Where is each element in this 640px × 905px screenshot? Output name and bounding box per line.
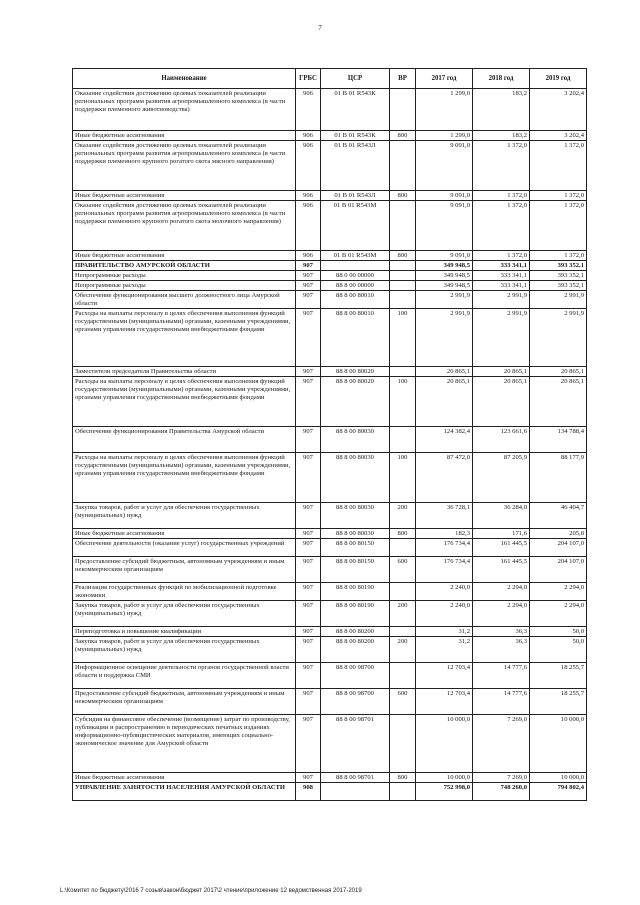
cell-grbs: 907 — [296, 529, 321, 539]
cell-vr: 800 — [390, 191, 416, 201]
cell-grbs: 907 — [296, 271, 321, 281]
cell-2019: 2 294,0 — [530, 583, 587, 601]
cell-grbs: 907 — [296, 557, 321, 583]
table-body — [73, 89, 587, 801]
cell-csr: 88 8 00 80020 — [321, 377, 390, 427]
table-row — [73, 503, 587, 529]
table-row — [73, 281, 587, 291]
table-row — [73, 291, 587, 309]
cell-csr: 01 В 01 R543К — [321, 131, 390, 141]
cell-name: Обеспечение функционирования высшего должностного лица Амурской области — [73, 291, 296, 309]
cell-name: Непрограммные расходы — [73, 281, 296, 291]
cell-2017: 1 299,0 — [416, 89, 473, 131]
header-csr: ЦСР — [321, 69, 390, 89]
budget-table — [72, 68, 587, 801]
cell-2017: 9 091,0 — [416, 251, 473, 261]
cell-name: Закупка товаров, работ и услуг для обеспечения государственных (муниципальных) нужд — [73, 601, 296, 627]
cell-2018: 333 341,1 — [473, 261, 530, 271]
cell-vr: 100 — [390, 453, 416, 503]
cell-vr: 600 — [390, 689, 416, 715]
table-row — [73, 191, 587, 201]
table-row — [73, 529, 587, 539]
cell-vr: 800 — [390, 251, 416, 261]
cell-name: Заместители председателя Правительства области — [73, 367, 296, 377]
cell-2019: 18 255,7 — [530, 663, 587, 689]
cell-2018: 2 294,0 — [473, 583, 530, 601]
cell-grbs: 907 — [296, 689, 321, 715]
cell-csr: 88 8 00 98700 — [321, 663, 390, 689]
cell-2017: 36 728,1 — [416, 503, 473, 529]
cell-name: ПРАВИТЕЛЬСТВО АМУРСКОЙ ОБЛАСТИ — [73, 261, 296, 271]
cell-vr: 800 — [390, 131, 416, 141]
cell-grbs: 907 — [296, 377, 321, 427]
cell-grbs: 907 — [296, 427, 321, 453]
cell-name: Иные бюджетные ассигнования — [73, 251, 296, 261]
cell-2017: 124 382,4 — [416, 427, 473, 453]
cell-csr: 88 8 00 98701 — [321, 715, 390, 773]
cell-vr — [390, 663, 416, 689]
cell-2017: 349 948,5 — [416, 261, 473, 271]
cell-name: Обеспечение функционирования Правительства Амурской области — [73, 427, 296, 453]
cell-2017: 1 299,0 — [416, 131, 473, 141]
cell-csr: 01 В 01 R543М — [321, 201, 390, 251]
cell-csr: 88 0 00 00000 — [321, 271, 390, 281]
cell-csr: 01 В 01 R543К — [321, 89, 390, 131]
cell-csr: 88 8 00 80030 — [321, 529, 390, 539]
cell-2017: 176 734,4 — [416, 539, 473, 557]
cell-grbs: 907 — [296, 583, 321, 601]
cell-vr — [390, 281, 416, 291]
cell-csr: 88 8 00 80010 — [321, 291, 390, 309]
cell-2019: 1 372,0 — [530, 201, 587, 251]
cell-2017: 12 703,4 — [416, 663, 473, 689]
cell-vr: 200 — [390, 637, 416, 663]
cell-csr: 01 В 01 R543Л — [321, 141, 390, 191]
cell-2017: 31,2 — [416, 637, 473, 663]
table-row — [73, 377, 587, 427]
cell-name: Оказание содействия достижению целевых показателей реализации региональных программ развития агропромышленного комплекса (в части поддержки племенного крупного рогатого скота мясного направления) — [73, 141, 296, 191]
cell-2017: 9 091,0 — [416, 141, 473, 191]
cell-csr: 88 8 00 80030 — [321, 503, 390, 529]
cell-csr: 01 В 01 R543Л — [321, 191, 390, 201]
table-row — [73, 715, 587, 773]
cell-2017: 10 000,0 — [416, 773, 473, 783]
cell-2019: 393 352,1 — [530, 271, 587, 281]
cell-2017: 176 734,4 — [416, 557, 473, 583]
cell-name: Непрограммные расходы — [73, 271, 296, 281]
cell-2019: 393 352,1 — [530, 261, 587, 271]
cell-vr — [390, 427, 416, 453]
cell-name: Расходы на выплаты персоналу в целях обеспечения выполнения функций государственными (муниципальными) органами, казенными учреждениями, органами управления государственными внебюджетными фондами — [73, 377, 296, 427]
table-row — [73, 539, 587, 557]
cell-grbs: 907 — [296, 663, 321, 689]
cell-vr: 100 — [390, 309, 416, 367]
cell-2018: 171,6 — [473, 529, 530, 539]
cell-2019: 46 404,7 — [530, 503, 587, 529]
cell-2019: 88 177,9 — [530, 453, 587, 503]
cell-2019: 1 372,0 — [530, 141, 587, 191]
cell-2017: 87 472,0 — [416, 453, 473, 503]
table-row — [73, 131, 587, 141]
header-2019: 2019 год — [530, 69, 587, 89]
table-row — [73, 427, 587, 453]
cell-2018: 123 661,6 — [473, 427, 530, 453]
cell-csr: 88 8 00 80200 — [321, 637, 390, 663]
table-row — [73, 663, 587, 689]
cell-2018: 2 991,9 — [473, 291, 530, 309]
table-row — [73, 89, 587, 131]
cell-csr: 88 8 00 80150 — [321, 539, 390, 557]
cell-vr: 600 — [390, 557, 416, 583]
cell-vr: 800 — [390, 773, 416, 783]
table-row — [73, 453, 587, 503]
cell-2017: 2 240,0 — [416, 583, 473, 601]
cell-csr: 88 8 00 80030 — [321, 427, 390, 453]
table-row — [73, 251, 587, 261]
cell-2019: 3 202,4 — [530, 89, 587, 131]
cell-2018: 183,2 — [473, 131, 530, 141]
table-row — [73, 557, 587, 583]
cell-2018: 2 294,0 — [473, 601, 530, 627]
cell-2018: 7 269,0 — [473, 773, 530, 783]
cell-vr — [390, 539, 416, 557]
cell-2019: 205,8 — [530, 529, 587, 539]
cell-name: Предоставление субсидий бюджетным, автономным учреждениям и иным некоммерческим организациям — [73, 557, 296, 583]
cell-name: Предоставление субсидий бюджетным, автономным учреждениям и иным некоммерческим организациям — [73, 689, 296, 715]
cell-2019: 794 802,4 — [530, 783, 587, 801]
cell-grbs: 907 — [296, 453, 321, 503]
cell-name: Реализация государственных функций по мобилизационной подготовке экономики — [73, 583, 296, 601]
cell-csr: 88 8 00 98701 — [321, 773, 390, 783]
cell-grbs: 907 — [296, 367, 321, 377]
cell-2018: 1 372,0 — [473, 201, 530, 251]
cell-name: Оказание содействия достижению целевых показателей реализации региональных программ развития агропромышленного комплекса (в части поддержки племенного крупного рогатого скота молочного направления) — [73, 201, 296, 251]
cell-2019: 134 788,4 — [530, 427, 587, 453]
table-row — [73, 261, 587, 271]
table-row — [73, 367, 587, 377]
cell-2019: 50,0 — [530, 637, 587, 663]
cell-csr: 01 В 01 R543М — [321, 251, 390, 261]
cell-2019: 18 255,7 — [530, 689, 587, 715]
cell-2019: 50,0 — [530, 627, 587, 637]
cell-grbs: 907 — [296, 261, 321, 271]
cell-grbs: 906 — [296, 141, 321, 191]
table-row — [73, 773, 587, 783]
cell-2018: 36,3 — [473, 637, 530, 663]
cell-name: Иные бюджетные ассигнования — [73, 191, 296, 201]
cell-2019: 204 107,0 — [530, 539, 587, 557]
cell-2018: 1 372,0 — [473, 191, 530, 201]
header-vr: ВР — [390, 69, 416, 89]
cell-grbs: 906 — [296, 201, 321, 251]
cell-vr — [390, 201, 416, 251]
cell-name: Закупка товаров, работ и услуг для обеспечения государственных (муниципальных) нужд — [73, 503, 296, 529]
table-row — [73, 309, 587, 367]
table-row — [73, 689, 587, 715]
cell-2018: 183,2 — [473, 89, 530, 131]
cell-vr — [390, 271, 416, 281]
cell-vr — [390, 715, 416, 773]
cell-name: Переподготовка и повышение квалификации — [73, 627, 296, 637]
cell-2019: 1 372,0 — [530, 251, 587, 261]
cell-vr — [390, 141, 416, 191]
cell-2018: 333 341,1 — [473, 281, 530, 291]
cell-2017: 10 000,0 — [416, 715, 473, 773]
cell-grbs: 906 — [296, 131, 321, 141]
cell-2017: 752 998,0 — [416, 783, 473, 801]
cell-2018: 14 777,6 — [473, 689, 530, 715]
cell-grbs: 907 — [296, 715, 321, 773]
cell-2019: 20 865,1 — [530, 367, 587, 377]
cell-csr: 88 8 00 00000 — [321, 281, 390, 291]
cell-vr — [390, 627, 416, 637]
cell-vr: 800 — [390, 529, 416, 539]
table-row — [73, 783, 587, 801]
cell-2018: 36 284,0 — [473, 503, 530, 529]
header-grbs: ГРБС — [296, 69, 321, 89]
cell-grbs: 907 — [296, 773, 321, 783]
cell-2017: 349 948,5 — [416, 271, 473, 281]
header-name: Наименование — [73, 69, 296, 89]
table-header-row — [73, 69, 587, 89]
cell-csr: 88 8 00 80200 — [321, 627, 390, 637]
cell-name: УПРАВЛЕНИЕ ЗАНЯТОСТИ НАСЕЛЕНИЯ АМУРСКОЙ ОБЛАСТИ — [73, 783, 296, 801]
cell-2018: 1 372,0 — [473, 141, 530, 191]
cell-2018: 20 865,1 — [473, 367, 530, 377]
cell-vr — [390, 261, 416, 271]
cell-grbs: 907 — [296, 637, 321, 663]
cell-2017: 20 865,1 — [416, 377, 473, 427]
cell-csr — [321, 261, 390, 271]
cell-name: Обеспечение деятельности (оказание услуг) государственных учреждений — [73, 539, 296, 557]
header-2017: 2017 год — [416, 69, 473, 89]
table-row — [73, 601, 587, 627]
cell-2018: 161 445,5 — [473, 557, 530, 583]
cell-grbs: 907 — [296, 281, 321, 291]
cell-csr — [321, 783, 390, 801]
table-row — [73, 637, 587, 663]
cell-grbs: 907 — [296, 503, 321, 529]
cell-2017: 349 948,5 — [416, 281, 473, 291]
cell-grbs: 906 — [296, 89, 321, 131]
cell-name: Субсидия на финансовое обеспечение (возмещение) затрат по производству, публикации и распространению в периодических печатных изданиях информационно-публицистических материалов, имеющих социально-экономическое значение для Амурской области — [73, 715, 296, 773]
cell-2019: 393 352,1 — [530, 281, 587, 291]
cell-name: Иные бюджетные ассигнования — [73, 773, 296, 783]
cell-2017: 182,3 — [416, 529, 473, 539]
cell-2017: 20 865,1 — [416, 367, 473, 377]
cell-2017: 9 091,0 — [416, 191, 473, 201]
cell-2019: 1 372,0 — [530, 191, 587, 201]
cell-2017: 2 991,9 — [416, 309, 473, 367]
cell-vr — [390, 89, 416, 131]
cell-vr — [390, 583, 416, 601]
cell-2019: 2 991,9 — [530, 291, 587, 309]
cell-2017: 31,2 — [416, 627, 473, 637]
cell-2017: 9 091,0 — [416, 201, 473, 251]
table-row — [73, 141, 587, 191]
cell-2019: 204 107,0 — [530, 557, 587, 583]
cell-grbs: 907 — [296, 309, 321, 367]
table-row — [73, 271, 587, 281]
cell-vr — [390, 783, 416, 801]
cell-2019: 20 865,1 — [530, 377, 587, 427]
table-row — [73, 201, 587, 251]
cell-vr: 100 — [390, 377, 416, 427]
cell-csr: 88 8 00 80190 — [321, 601, 390, 627]
cell-2018: 1 372,0 — [473, 251, 530, 261]
cell-name: Иные бюджетные ассигнования — [73, 131, 296, 141]
footer-file-path: L:\Комитет по бюджету\2016 7 созыв\закон\бюджет 2017\2 чтение\приложение 12 ведомственная 2017-2019 — [60, 888, 362, 894]
cell-name: Иные бюджетные ассигнования — [73, 529, 296, 539]
cell-name: Расходы на выплаты персоналу в целях обеспечения выполнения функций государственными (муниципальными) органами, казенными учреждениями, органами управления государственными внебюджетными фондами — [73, 309, 296, 367]
cell-2017: 12 703,4 — [416, 689, 473, 715]
header-2018: 2018 год — [473, 69, 530, 89]
cell-csr: 88 8 00 80030 — [321, 453, 390, 503]
cell-2019: 2 294,0 — [530, 601, 587, 627]
cell-2018: 748 260,0 — [473, 783, 530, 801]
cell-name: Информационное освещение деятельности органов государственной власти области и поддержка СМИ — [73, 663, 296, 689]
cell-vr — [390, 367, 416, 377]
cell-grbs: 907 — [296, 539, 321, 557]
cell-name: Закупка товаров, работ и услуг для обеспечения государственных (муниципальных) нужд — [73, 637, 296, 663]
cell-2018: 36,3 — [473, 627, 530, 637]
cell-2018: 20 865,1 — [473, 377, 530, 427]
cell-grbs: 907 — [296, 291, 321, 309]
cell-vr: 200 — [390, 601, 416, 627]
cell-2018: 14 777,6 — [473, 663, 530, 689]
cell-grbs: 906 — [296, 251, 321, 261]
cell-grbs: 906 — [296, 191, 321, 201]
cell-grbs: 907 — [296, 601, 321, 627]
cell-csr: 88 8 00 98700 — [321, 689, 390, 715]
cell-name: Расходы на выплаты персоналу в целях обеспечения выполнения функций государственными (муниципальными) органами, казенными учреждениями, органами управления государственными внебюджетными фондами — [73, 453, 296, 503]
cell-csr: 88 8 00 80010 — [321, 309, 390, 367]
cell-2019: 10 000,0 — [530, 715, 587, 773]
cell-grbs: 907 — [296, 627, 321, 637]
cell-2017: 2 991,9 — [416, 291, 473, 309]
cell-csr: 88 8 00 80150 — [321, 557, 390, 583]
cell-2018: 333 341,1 — [473, 271, 530, 281]
cell-vr: 200 — [390, 503, 416, 529]
cell-2019: 2 991,9 — [530, 309, 587, 367]
table-row — [73, 583, 587, 601]
cell-2018: 161 445,5 — [473, 539, 530, 557]
cell-grbs: 908 — [296, 783, 321, 801]
cell-2019: 10 000,0 — [530, 773, 587, 783]
cell-2018: 2 991,9 — [473, 309, 530, 367]
cell-vr — [390, 291, 416, 309]
cell-name: Оказание содействия достижению целевых показателей реализации региональных программ развития агропромышленного комплекса (в части поддержки племенного животноводства) — [73, 89, 296, 131]
cell-2019: 3 202,4 — [530, 131, 587, 141]
cell-2018: 87 205,9 — [473, 453, 530, 503]
cell-csr: 88 8 00 80020 — [321, 367, 390, 377]
cell-csr: 88 8 00 80190 — [321, 583, 390, 601]
table-row — [73, 627, 587, 637]
cell-2018: 7 269,0 — [473, 715, 530, 773]
cell-2017: 2 240,0 — [416, 601, 473, 627]
page-number: 7 — [318, 24, 322, 32]
